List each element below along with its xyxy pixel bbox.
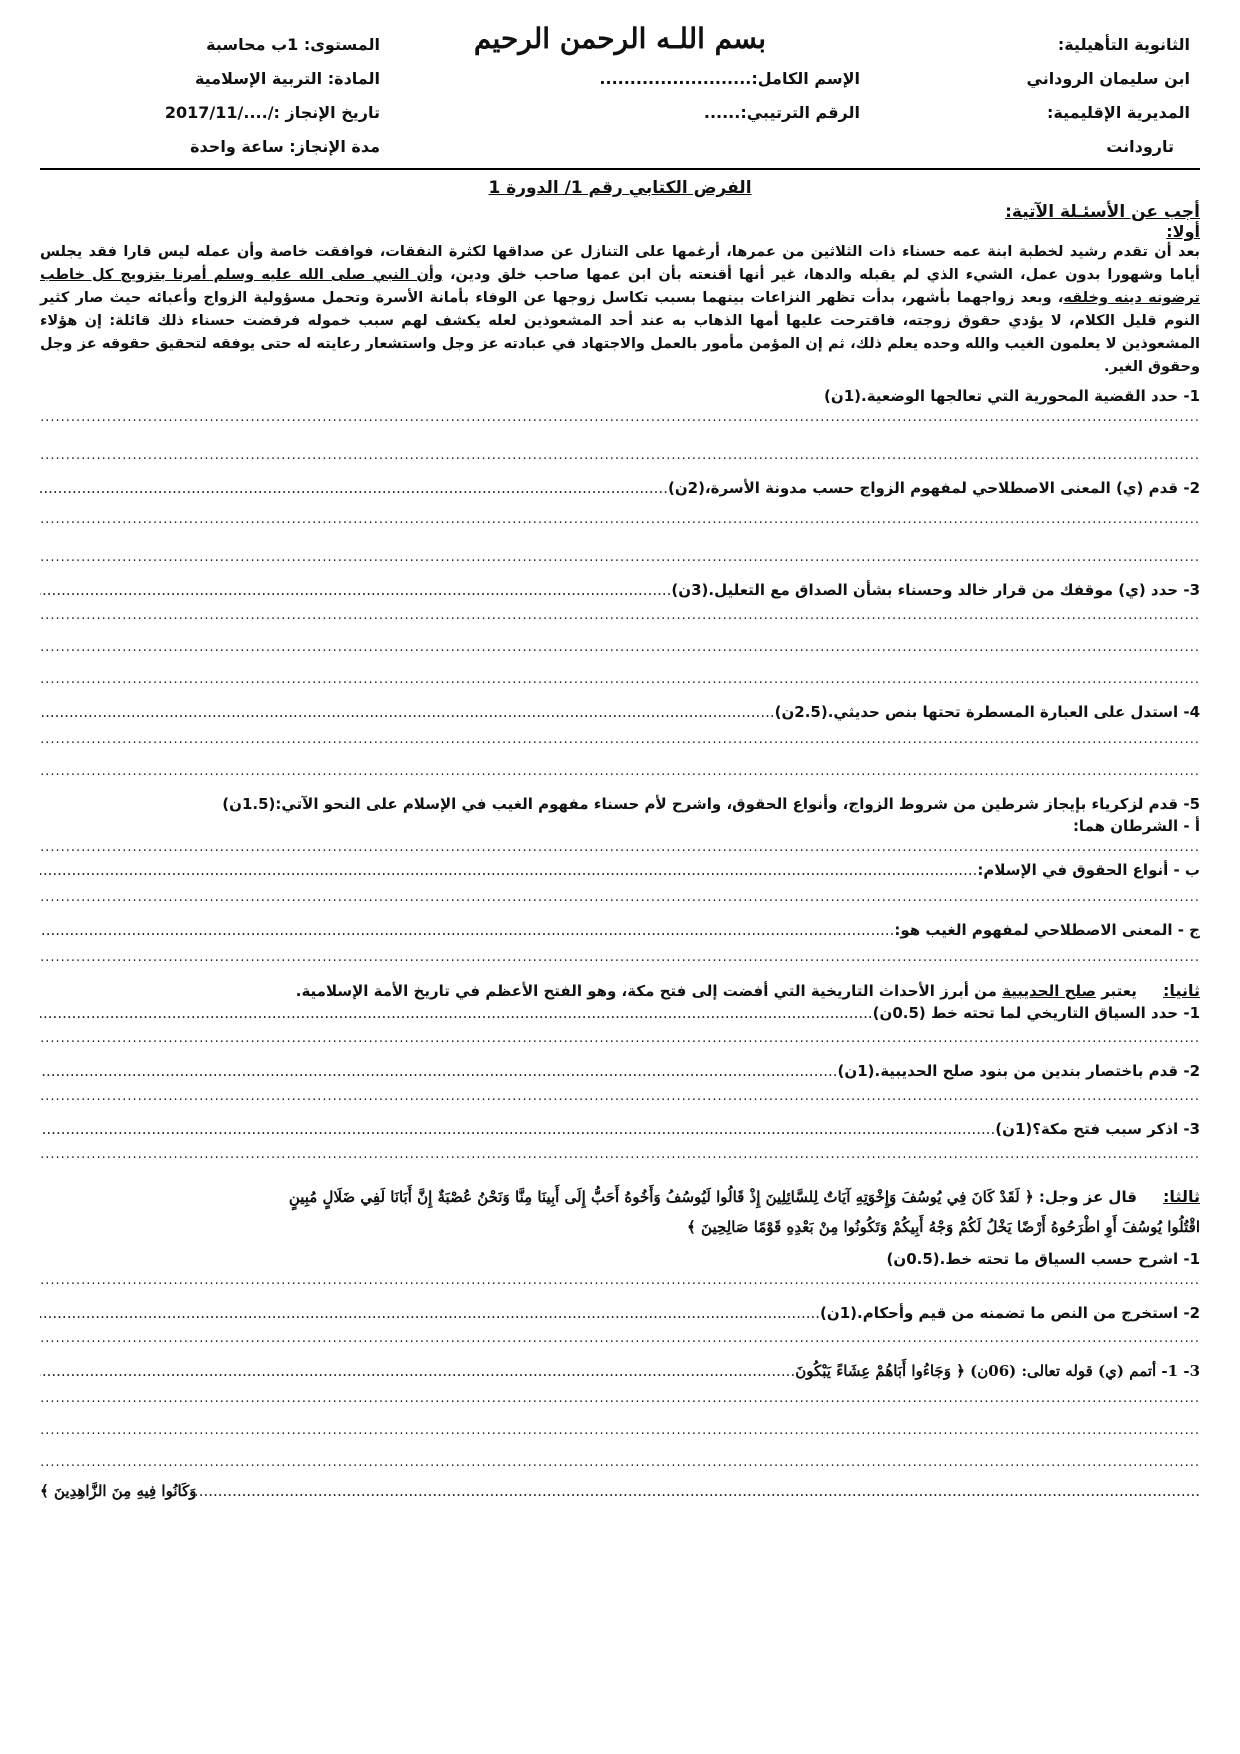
section3-intro: ثالثا: قال عز وجل: ﴿ لَقَدْ كَانَ فِي يُوسُفَ وَإِخْوَتِهِ آيَاتٌ لِلسَّائِلِينَ إِذْ قَالُوا لَيُوسُفُ وَأَخُوهُ أَحَبُّ إِلَى أَبِينَا مِنَّا وَنَحْنُ عُصْبَةٌ إِنَّ أَبَانَا لَفِي ضَلَالٍ مُبِينٍ xyxy=(288,1187,1200,1206)
answer-line[interactable] xyxy=(40,945,1200,971)
s1-q5c: ج - المعنى الاصطلاحي لمفهوم الغيب هو: ..... xyxy=(40,921,1200,939)
rank-field: الرقم الترتيبي:...... xyxy=(703,103,860,122)
section1-paragraph: بعد أن تقدم رشيد لخطبة ابنة عمه حسناء ذات الثلاثين من عمرها، أرغمها على التنازل عن صداقها لكثرة النفقات، فوافقت خاصة وأن عمله ليس قارا فقد يجلس أياما وشهورا بدون عمل، الشيء الذي لم يقبله والدها، غير أنها أقنعته بأن ابن عمها صاحب خلق ودين، وأن النبي صلى الله عليه وسلم أمرنا بتزويج كل خاطب ترضونه دينه وخلقه، وبعد زواجهما بأشهر، بدأت تظهر النزاعات بينهما بسبب تكاسل زوجها عن الوفاء بأمانة الأسرة وتحمل مسؤولية الزواج وأعبائه حيث صار كثير النوم قليل الكلام، لا يؤدي حقوق زوجته، فاقترحت عليها أمها الذهاب به عند أحد المشعوذين لعله يكشف لهم سبب خموله فرفضت حسناء ذلك قائلة: إن هؤلاء المشعوذين لا يعلمون الغيب والله وحده يعلم ذلك، ثم إن المؤمن مأمور بالعمل والاجتهاد في عبادته عز وجل واستشعار رعايته له حتى يوفقه لتحقيق حقوقه عز وجل وحقوق الغير. xyxy=(40,244,1201,375)
answer-line[interactable] xyxy=(40,1004,873,1022)
answer-line[interactable] xyxy=(40,545,1200,571)
date: تاريخ الإنجاز :/..../2017/11 xyxy=(164,103,380,122)
answer-line[interactable] xyxy=(40,1268,1200,1294)
answer-line[interactable] xyxy=(40,885,1200,911)
answer-line[interactable] xyxy=(40,1120,995,1138)
level: المستوى: 1ب محاسبة xyxy=(206,35,380,54)
exam-page xyxy=(40,18,1200,1738)
s1-q5a: أ - الشرطان هما: xyxy=(1072,817,1200,835)
answer-line[interactable] xyxy=(40,1084,1200,1110)
answer-line[interactable] xyxy=(40,603,1200,629)
section3-label: ثالثا: xyxy=(1163,1187,1200,1206)
header xyxy=(40,18,1200,170)
answer-line[interactable] xyxy=(40,667,1200,693)
verse-end-row: ..... وَكَانُوا فِيهِ مِنَ الزَّاهِدِينَ ﴾ xyxy=(40,1482,1200,1500)
s1-q4: 4- استدل على العبارة المسطرة تحتها بنص حديثي.(2.5ن) ..... xyxy=(40,703,1200,721)
answer-line[interactable] xyxy=(40,1026,1200,1052)
answer-line[interactable] xyxy=(40,727,1200,753)
answer-line[interactable] xyxy=(40,581,671,599)
school-name: ابن سليمان الروداني xyxy=(1026,69,1190,88)
directorate-label: المديرية الإقليمية: xyxy=(1047,103,1190,122)
answer-line[interactable] xyxy=(40,1450,1200,1476)
s2-q3: 3- اذكر سبب فتح مكة؟(1ن) ..... xyxy=(40,1120,1200,1138)
header-divider xyxy=(40,168,1200,170)
school-label: الثانوية التأهيلية: xyxy=(1057,35,1190,54)
quran-verse-2: اقْتُلُوا يُوسُفَ أَوِ اطْرَحُوهُ أَرْضًا يَخْلُ لَكُمْ وَجْهُ أَبِيكُمْ وَتَكُونُوا مِنْ بَعْدِهِ قَوْمًا صَالِحِينَ ﴾ xyxy=(687,1218,1200,1236)
s3-q1: 1- اشرح حسب السياق ما تحته خط.(0.5ن) xyxy=(886,1250,1200,1268)
answer-line[interactable] xyxy=(40,635,1200,661)
header-student-block xyxy=(440,62,860,130)
answer-line[interactable] xyxy=(40,759,1200,785)
quran-verse-1: ﴿ لَقَدْ كَانَ فِي يُوسُفَ وَإِخْوَتِهِ آيَاتٌ لِلسَّائِلِينَ إِذْ قَالُوا لَيُوسُفُ وَأَخُوهُ أَحَبُّ إِلَى أَبِينَا مِنَّا وَنَحْنُ عُصْبَةٌ إِنَّ أَبَانَا لَفِي ضَلَالٍ مُبِينٍ xyxy=(288,1188,1034,1206)
s1-q2: 2- قدم (ي) المعنى الاصطلاحي لمفهوم الزواج حسب مدونة الأسرة،(2ن) ..... xyxy=(40,479,1200,497)
duration: مدة الإنجاز: ساعة واحدة xyxy=(190,137,380,156)
basmala: بسم اللـه الرحمن الرحيم xyxy=(473,22,767,55)
answer-line[interactable] xyxy=(40,1386,1200,1412)
hudaybiyya-underline: صلح الحديبية xyxy=(1002,982,1096,1000)
answer-line[interactable] xyxy=(40,443,1200,469)
answer-line[interactable] xyxy=(40,1304,820,1322)
answer-line[interactable] xyxy=(40,921,894,939)
answer-line[interactable] xyxy=(196,1482,1200,1500)
s3-q2: 2- استخرج من النص ما تضمنه من قيم وأحكام.(1ن) ..... xyxy=(40,1304,1200,1322)
section2-label: ثانيا: xyxy=(1163,981,1200,1000)
s2-q2: 2- قدم باختصار بندين من بنود صلح الحديبية.(1ن) ..... xyxy=(40,1062,1200,1080)
answer-line[interactable] xyxy=(40,1362,795,1380)
s1-q1: 1- حدد القضية المحورية التي تعالجها الوضعية.(1ن) xyxy=(824,387,1200,405)
answer-line[interactable] xyxy=(40,1062,838,1080)
answer-line[interactable] xyxy=(40,1326,1200,1352)
answer-line[interactable] xyxy=(40,835,1200,861)
underlined-phrase: وأن النبي صلى الله عليه وسلم أمرنا بتزويج كل خاطب ترضونه دينه وخلقه xyxy=(40,267,1200,306)
section1-label: أولا: xyxy=(1166,222,1200,241)
s1-q3: 3- حدد (ي) موقفك من قرار خالد وحسناء بشأن الصداق مع التعليل.(3ن) ..... xyxy=(40,581,1200,599)
answer-line[interactable] xyxy=(40,479,668,497)
instruction: أجب عن الأسئـلة الآتية: xyxy=(1005,202,1200,222)
full-name-field: الإسم الكامل:......................... xyxy=(599,69,860,88)
answer-line[interactable] xyxy=(40,405,1200,431)
directorate-name: تارودانت xyxy=(1106,137,1174,156)
exam-title: الفرض الكتابي رقم 1/ الدورة 1 xyxy=(488,178,752,198)
answer-line[interactable] xyxy=(40,703,775,721)
answer-line[interactable] xyxy=(40,1418,1200,1444)
answer-line[interactable] xyxy=(40,1142,1200,1168)
subject: المادة: التربية الإسلامية xyxy=(194,69,380,88)
s1-q5b: ب - أنواع الحقوق في الإسلام: ..... xyxy=(40,861,1200,879)
s3-q3: 3- 1- أتمم (ي) قوله تعالى: (06ن) ﴿ وَجَاءُوا أَبَاهُمْ عِشَاءً يَبْكُونَ ..... xyxy=(40,1362,1200,1380)
s1-q5: 5- قدم لزكرياء بإيجاز شرطين من شروط الزواج، وأنواع الحقوق، واشرح لأم حسناء مفهوم الغيب في الإسلام على النحو الآتي:(1.5ن) xyxy=(222,795,1200,813)
answer-line[interactable] xyxy=(40,861,977,879)
s2-q1: 1- حدد السياق التاريخي لما تحته خط (0.5ن) ..... xyxy=(40,1004,1200,1022)
header-exam-block xyxy=(80,28,380,164)
answer-line[interactable] xyxy=(40,507,1200,533)
section2-intro: ثانيا: يعتبر صلح الحديبية من أبرز الأحداث التاريخية التي أفضت إلى فتح مكة، وهو الفتح الأعظم في تاريخ الأمة الإسلامية. xyxy=(295,981,1200,1000)
